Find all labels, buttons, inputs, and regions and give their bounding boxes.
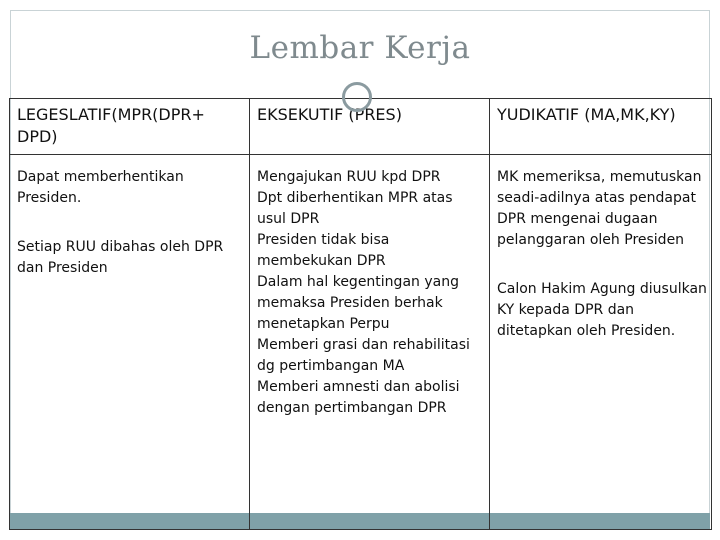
yudikatif-cell <box>490 155 712 530</box>
comparison-table <box>9 98 712 530</box>
header-yudikatif: YUDIKATIF (MA,MK,KY) <box>490 99 712 155</box>
list-item: Dapat memberhentikan Presiden. <box>17 169 184 206</box>
header-eksekutif: EKSEKUTIF (PRES) <box>250 99 490 155</box>
list-item: Memberi amnesti dan abolisi dengan pertimbangan DPR <box>257 379 460 416</box>
header-legislatif: LEGESLATIF(MPR(DPR+ DPD) <box>10 99 250 155</box>
list-item: MK memeriksa, memutuskan seadi-adilnya atas pendapat DPR mengenai dugaan pelanggaran oleh Presiden <box>497 169 702 248</box>
list-item: Setiap RUU dibahas oleh DPR dan Presiden <box>17 239 224 276</box>
list-item: Memberi grasi dan rehabilitasi dg pertimbangan MA <box>257 337 470 374</box>
table-row <box>10 155 712 530</box>
slide-title: Lembar Kerja <box>249 30 471 66</box>
list-item: Dalam hal kegentingan yang memaksa Presiden berhak menetapkan Perpu <box>257 274 459 332</box>
list-item: Mengajukan RUU kpd DPR <box>257 169 441 185</box>
list-item: Dpt diberhentikan MPR atas usul DPR <box>257 190 453 227</box>
legislatif-cell <box>10 155 250 530</box>
eksekutif-cell <box>250 155 490 530</box>
list-item: Calon Hakim Agung diusulkan KY kepada DPR dan ditetapkan oleh Presiden. <box>497 281 707 339</box>
circle-ornament-icon <box>342 82 372 112</box>
list-item: Presiden tidak bisa membekukan DPR <box>257 232 390 269</box>
